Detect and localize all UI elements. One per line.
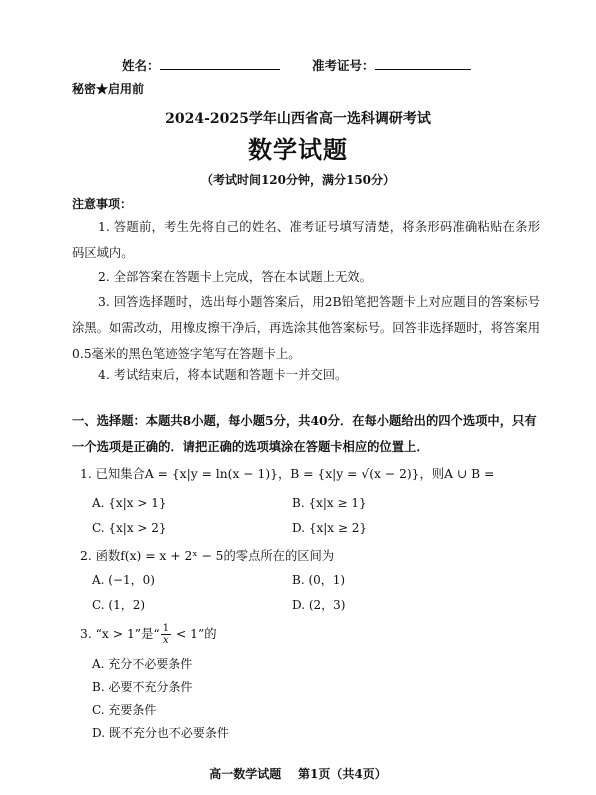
name-label: 姓名：	[122, 58, 160, 73]
id-field	[312, 56, 471, 74]
page-footer	[0, 765, 596, 782]
footer-subject: 高一数学试题	[209, 767, 282, 781]
id-blank	[375, 56, 471, 70]
q3-option-d: D. 既不充分也不必要条件	[92, 726, 229, 740]
q1-option-a: A. {x|x > 1}	[92, 496, 167, 510]
section-heading: 一、选择题：本题共8小题，每小题5分，共40分．在每小题给出的四个选项中，只有一个选项是正确的．请把正确的选项填涂在答题卡相应的位置上．	[72, 413, 537, 454]
q3-stem-post: < 1”的	[172, 627, 217, 641]
time-note: （考试时间120分钟，满分150分）	[200, 173, 396, 187]
id-label: 准考证号：	[312, 58, 375, 73]
question-3-stem	[80, 623, 217, 646]
name-field	[122, 56, 280, 74]
note-item-2: 2. 全部答案在答题卡上完成，答在本试题上无效。	[98, 270, 372, 284]
note-item-3: 3. 回答选择题时，选出每小题答案后，用2B铅笔把答题卡上对应题目的答案标号涂黑。如需改动，用橡皮擦干净后，再选涂其他答案标号。回答非选择题时，将答案用0.5毫米的黑色笔迹签字笔写在答题卡上。	[72, 295, 540, 361]
q1-option-c: C. {x|x > 2}	[92, 521, 167, 535]
note-item-4: 4. 考试结束后，将本试题和答题卡一并交回。	[98, 368, 348, 382]
name-blank	[160, 56, 280, 70]
notes-heading: 注意事项：	[72, 197, 133, 211]
q3-fraction	[161, 623, 171, 646]
q3-option-c: C. 充要条件	[92, 703, 157, 717]
q3-option-a: A. 充分不必要条件	[92, 657, 193, 671]
q1-option-d: D. {x|x ≥ 2}	[292, 521, 367, 535]
q2-option-a: A. (−1，0)	[92, 573, 155, 587]
q3-stem-pre: 3. “x > 1”是“	[80, 627, 160, 641]
subject-title: 数学试题	[248, 135, 348, 164]
secret-label: 秘密★启用前	[72, 82, 145, 96]
q1-option-b: B. {x|x ≥ 1}	[292, 496, 367, 510]
q2-option-b: B. (0，1)	[292, 573, 346, 587]
q2-option-d: D. (2，3)	[292, 598, 346, 612]
question-1-stem: 1. 已知集合A = {x|y = ln(x − 1)}，B = {x|y = √(x − 2)}，则A ∪ B =	[80, 467, 495, 481]
footer-page: 第1页（共4页）	[298, 767, 387, 781]
q2-option-c: C. (1，2)	[92, 598, 146, 612]
exam-title: 2024-2025学年山西省高一选科调研考试	[165, 111, 431, 127]
q3-frac-num: 1	[162, 623, 170, 634]
q3-option-b: B. 必要不充分条件	[92, 680, 193, 694]
q3-frac-den: x	[163, 635, 169, 646]
note-item-1: 1. 答题前，考生先将自己的姓名、准考证号填写清楚，将条形码准确粘贴在条形码区域内。	[72, 220, 540, 260]
question-2-stem: 2. 函数f(x) = x + 2ˣ − 5的零点所在的区间为	[80, 549, 335, 563]
